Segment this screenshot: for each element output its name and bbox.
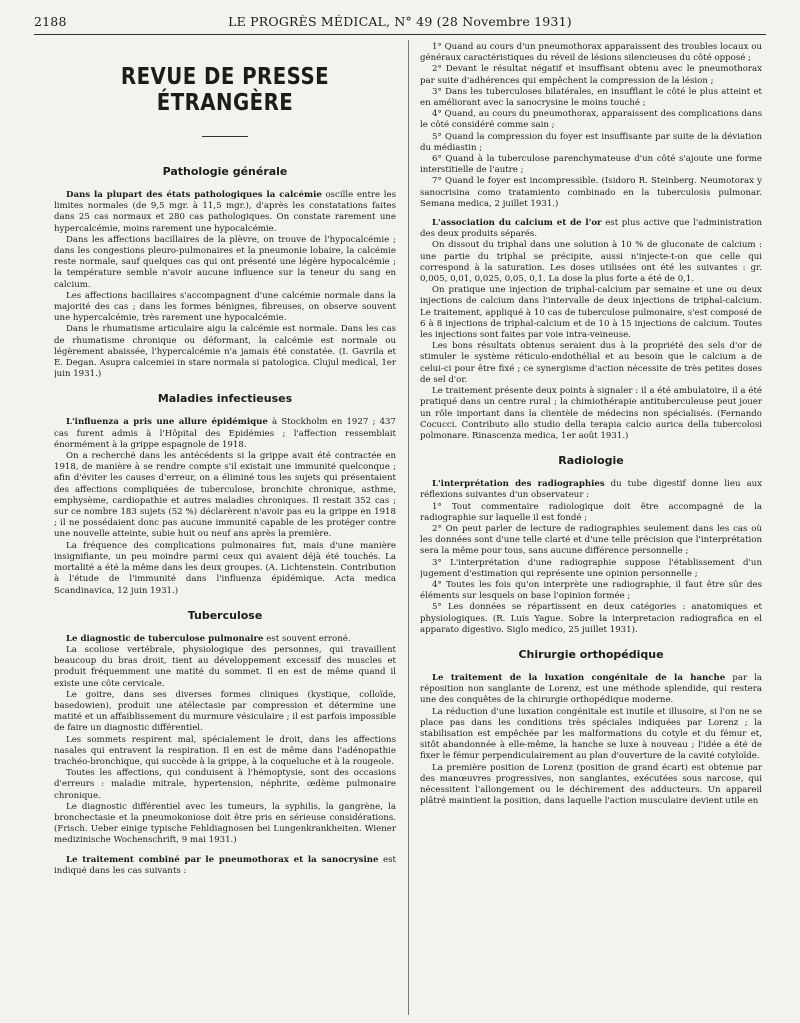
text-influenza-1: à Stockholm en 1927 ; 437 cas furent admis à l'Hôpital des Epidémies ; l'affection ressemblait énormément à la grippe espagnole de 1918. [54, 417, 396, 450]
spacer [54, 847, 396, 855]
paragraph-calcemie-4: Dans le rhumatisme articulaire aigu la calcémie est normale. Dans les cas de rhumatisme chronique ou déformant, la calcémie est normale ou légèrement abaissée, l'hypercalcémie n'a jamais été constatée. (I. Gavrila et E. Degan. Asupra calcemiei in stare normala si patologica. Clujul medical, 1er juin 1931.) [54, 324, 396, 380]
section-maladies: Maladies infectieuses [157, 392, 293, 406]
left-column [54, 42, 396, 1017]
section-chirurgie: Chirurgie orthopédique [518, 647, 664, 661]
page-number: 2188 [34, 14, 67, 29]
paragraph-influenza-2: On a recherché dans les antécédents si la grippe avait été contractée en 1918, de manière à se rendre compte s'il existait une immunité quelconque ; afin d'éviter les causes d'erreur, on a éliminé tous les sujets qui présentaient des affections compliquées de tuberculose, bronchite chronique, asthme, emphysème, cardiopathie et autres maladies chroniques. Il restait 352 cas ; sur ce nombre 183 sujets (52 %) déclarèrent n'avoir pas eu la grippe en 1918 ; il ne possédaient donc pas aucune immunité capable de les protéger contre une nouvelle atteinte, subie huit ou neuf ans après la première. [54, 451, 396, 540]
paragraph-radio-1 [420, 479, 762, 501]
paragraph-tb-5: Toutes les affections, qui conduisent à l'hémoptysie, sont des occasions d'erreurs : maladie mitrale, hypertension, néphrite, œdème pulmonaire chronique. [54, 768, 396, 801]
text-hip-1: par la réposition non sanglante de Lorenz, est une méthode splendide, qui restera une des conquêtes de la chirurgie orthopédique moderne. [420, 672, 762, 706]
list-item-radio-5: 5° Les données se répartissent en deux catégories : anatomiques et physiologiques. (R. Luis Yague. Sobre la interpretacion radiografica en el apparato digestivo. Siglo medico, 25 juillet 1931). [420, 602, 762, 635]
paragraph-tb-4: Les sommets respirent mal, spécialement le droit, dans les affections nasales qui entravent la respiration. Il en est de même dans l'adénopathie trachéo-bronchique, qui succède à la grippe, à la coqueluche et à la rougeole. [54, 734, 396, 767]
list-item-combo-7: 7° Quand le foyer est incompressible. (Isidoro R. Steinberg. Neumotorax y sanocrisina como tratamiento combinado en la tuberculosis pulmonar. Semana medica, 2 juillet 1931.) [420, 176, 762, 209]
lead-tb: Le diagnostic de tuberculose pulmonaire [66, 633, 264, 644]
paragraph-hip-2: La réduction d'une luxation congénitale est inutile et illusoire, si l'on ne se place pas dans les conditions très spéciales indiquées par Lorenz ; la stabilisation est empêchée par les malformations du cotyle et du fémur et, sitôt abandonnée à elle-même, la hanche se luxe à nouveau ; l'idée a été de fixer le fémur perpendiculairement au plan d'ouverture de la cavité cotyloïde. [420, 706, 762, 762]
text-combo-1: est indiqué dans les cas suivants : [54, 854, 396, 876]
paragraph-influenza-3: La fréquence des complications pulmonaires fut, mais d'une manière insignifiante, un peu moindre parmi ceux qui avaient déjà été touchés. La mortalité a été la même dans les deux groupes. (A. Lichtenstein. Contribution à l'étude de l'immunité dans l'influenza épidémique. Acta medica Scandinavica, 12 juin 1931.) [54, 540, 396, 596]
text-radio-1: du tube digestif donne lieu aux réflexions suivantes d'un observateur : [420, 479, 762, 501]
paragraph-hip-3: La première position de Lorenz (position de grand écart) est obtenue par des manœuvres progressives, non sanglantes, exécutées sous narcose, qui nécessitent l'allongement ou le déchirement des adducteurs. Un appareil plâtré maintient la position, dans laquelle l'action musculaire devient utile en [420, 762, 762, 807]
lead-hip: Le traitement de la luxation congénitale de la hanche [432, 672, 726, 683]
running-head [34, 14, 766, 36]
section-radiologie: Radiologie [558, 454, 624, 468]
section-pathologie: Pathologie générale [162, 165, 288, 178]
list-item-radio-4: 4° Toutes les fois qu'on interprète une radiographie, il faut être sûr des éléments sur lesquels on base l'opinion formée ; [420, 579, 762, 602]
paragraph-tb-3: Le goitre, dans ses diverses formes cliniques (kystique, colloïde, basedowien), produit une atélectasie par compression et détermine une matité et un affaiblissement du murmure vésiculaire ; il est parfois impossible de faire un diagnostic différentiel. [54, 689, 396, 734]
lead-influenza: L'influenza a pris une allure épidémique [66, 417, 268, 428]
paragraph-calcemie-3: Les affections bacillaires s'accompagnent d'une calcémie normale dans la majorité des cas ; dans les formes bénignes, fibreuses, on observe souvent une hypercalcémie, très rarement une hypocalcémie. [54, 290, 396, 324]
text-tb-1: est souvent erroné. [263, 633, 351, 644]
list-item-combo-1: 1° Quand au cours d'un pneumothorax apparaissent des troubles locaux ou généraux caractéristiques du réveil de lésions silencieuses du côté opposé ; [420, 42, 762, 64]
title-rule [202, 136, 248, 137]
lead-combo: Le traitement combiné par le pneumothorax et la sanocrysine [66, 854, 379, 865]
journal-title: LE PROGRÈS MÉDICAL, N° 49 (28 Novembre 1931) [228, 14, 572, 29]
lead-gold: L'association du calcium et de l'or [432, 218, 602, 229]
text-gold-1: est plus active que l'administration des deux produits séparés. [420, 218, 762, 240]
header-rule [34, 34, 766, 35]
lead-radio: L'interprétation des radiographies [432, 479, 605, 490]
list-item-combo-4: 4° Quand, au cours du pneumothorax, apparaissent des complications dans le côté considéré comme sain ; [420, 109, 762, 131]
page-title: REVUE DE PRESSE ÉTRANGÈRE [120, 64, 330, 116]
paragraph-combo-1 [54, 855, 396, 877]
right-column [420, 42, 762, 1017]
paragraph-calcemie-1 [54, 190, 396, 235]
section-tuberculose: Tuberculose [187, 608, 263, 622]
spacer [420, 210, 762, 218]
paragraph-hip-1 [420, 673, 762, 707]
list-item-radio-3: 3° L'interprétation d'une radiographie suppose l'établissement d'un jugement d'estimation qui représente une opinion personnelle ; [420, 557, 762, 579]
list-item-radio-2: 2° On peut parler de lecture de radiographies seulement dans les cas où les données sont d'une telle clarté et d'une telle précision que l'interprétation sera la même pour tous, sans aucune différence personnelle ; [420, 523, 762, 557]
list-item-radio-1: 1° Tout commentaire radiologique doit être accompagné de la radiographie sur laquelle il est fondé ; [420, 501, 762, 523]
list-item-combo-6: 6° Quand à la tuberculose parenchymateuse d'un côté s'ajoute une forme interstitielle de l'autre ; [420, 154, 762, 176]
paragraph-gold-4: Les bons résultats obtenus seraient dus à la propriété des sels d'or de stimuler le système réticulo-endothélial et au besoin que le calcium a de celui-ci pour être fixé ; ce synergisme d'action nécessite de très petites doses de sel d'or. [420, 341, 762, 385]
list-item-combo-3: 3° Dans les tuberculoses bilatérales, en insufflant le côté le plus atteint et en améliorant avec la sanocrysine le moins touché ; [420, 86, 762, 109]
paragraph-tb-6: Le diagnostic différentiel avec les tumeurs, la syphilis, la gangrène, la bronchectasie et la pneumokoniose doit être pris en sérieuse considérations. (Frisch. Ueber einige typische Fehldiagnosen bei Lungenkrankheiten. Wiener medizinische Wochenschrift, 9 mai 1931.) [54, 801, 396, 846]
paragraph-gold-3: On pratique une injection de triphal-calcium par semaine et une ou deux injections de calcium dans l'intervalle de deux injections de triphal-calcium. Le traitement, appliqué à 10 cas de tuberculose pulmonaire, s'est composé de 6 à 8 injections de triphal-calcium et de 10 à 15 injections de calcium. Toutes les injections sont faites par voie intra-veineuse. [420, 285, 762, 341]
paragraph-influenza-1 [54, 417, 396, 451]
paragraph-calcemie-2: Dans les affections bacillaires de la plèvre, on trouve de l'hypocalcémie ; dans les congestions pleuro-pulmonaires et la pneumonie lobaire, la calcémie reste normale, sauf quelques cas qui ont présenté une légère hypocalcémie ; la température semble n'avoir aucune influence sur la teneur du sang en calcium. [54, 234, 396, 290]
list-item-combo-2: 2° Devant le résultat négatif et insuffisant obtenu avec le pneumothorax par suite d'adhérences qui empêchent la compression de la lésion ; [420, 64, 762, 86]
paragraph-tb-1 [54, 634, 396, 645]
text-calcemie-1: oscille entre les limites normales (de 9,5 mgr. à 11,5 mgr.), d'après les constatations faites dans 25 cas normaux et 280 cas pathologiques. On constate rarement une hypercalcémie, moins rarement une hypocalcémie. [54, 190, 396, 234]
list-item-combo-5: 5° Quand la compression du foyer est insuffisante par suite de la déviation du médiastin ; [420, 131, 762, 153]
paragraph-gold-5: Le traitement présente deux points à signaler : il a été ambulatoire, il a été pratiqué dans un centre rural ; la chimiothérapie antituberculeuse peut jouer un rôle important dans la clientèle de médecins non spécialisés. (Fernando Cocucci. Contributo allo studio della terapia calcio aurica della tubercolosi polmonare. Rinascenza medica, 1er août 1931.) [420, 386, 762, 441]
paragraph-tb-2: La scoliose vertébrale, physiologique des personnes, qui travaillent beaucoup du bras droit, tient au développement excessif des muscles et produit fréquemment une matité du sommet. Il en est de même quand il existe une côte cervicale. [54, 644, 396, 689]
lead-calcemie: Dans la plupart des états pathologiques la calcémie [66, 190, 322, 200]
paragraph-gold-2: On dissout du triphal dans une solution à 10 % de gluconate de calcium : une partie du triphal se précipite, aussi n'injecte-t-on que celle qui correspond à la saturation. Les doses utilisées ont été les suivantes : gr. 0,005, 0,01, 0,025, 0,05, 0,1. La dose la plus forte a été de 0,1. [420, 240, 762, 285]
column-divider [408, 40, 409, 1015]
paragraph-gold-1 [420, 218, 762, 240]
